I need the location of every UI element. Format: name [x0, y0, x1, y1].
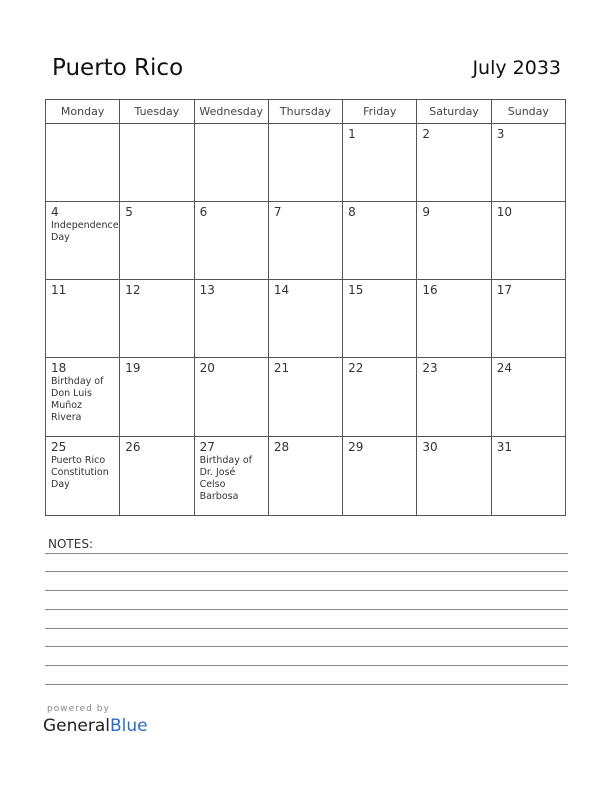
day-cell [268, 437, 342, 516]
day-number: 2 [422, 127, 431, 141]
day-cell [343, 358, 417, 437]
day-cell [120, 358, 194, 437]
holiday-label: Independence Day [51, 220, 119, 243]
holiday-label: Birthday of Dr. José Celso Barbosa [199, 455, 253, 502]
day-cell [46, 202, 120, 280]
day-cell [491, 202, 565, 280]
week-row [46, 280, 566, 358]
week-row [46, 437, 566, 516]
day-number: 10 [496, 205, 512, 219]
day-number: 8 [348, 205, 356, 219]
day-cell [491, 358, 565, 437]
holiday-label: Puerto Rico Constitution Day [51, 455, 109, 490]
powered-by-text: powered by [47, 704, 110, 714]
weekday-friday: Friday [343, 100, 417, 124]
day-number: 7 [273, 205, 282, 219]
day-number: 12 [125, 283, 141, 297]
notes-line [45, 684, 568, 685]
day-number: 30 [422, 440, 438, 454]
notes-line [45, 553, 568, 554]
day-number: 29 [348, 440, 364, 454]
day-number: 4 [51, 205, 59, 219]
day-cell [268, 202, 342, 280]
weekday-monday: Monday [46, 100, 120, 124]
day-number: 15 [348, 283, 364, 297]
weekday-sunday: Sunday [491, 100, 565, 124]
day-cell [120, 280, 194, 358]
generalblue-logo [43, 716, 148, 736]
day-cell [417, 202, 491, 280]
day-cell [491, 124, 565, 202]
day-number: 27 [199, 440, 215, 454]
day-number: 24 [496, 361, 512, 375]
day-cell [194, 124, 268, 202]
calendar-country-title: Puerto Rico [52, 55, 184, 81]
day-number: 19 [125, 361, 141, 375]
day-cell [343, 280, 417, 358]
notes-line [45, 665, 568, 666]
day-cell [46, 358, 120, 437]
day-cell [268, 280, 342, 358]
day-cell [268, 358, 342, 437]
day-number: 20 [199, 361, 215, 375]
day-cell [343, 202, 417, 280]
notes-line [45, 646, 568, 647]
week-row [46, 358, 566, 437]
day-number: 1 [348, 127, 356, 141]
weekday-header-row [46, 100, 566, 124]
weekday-wednesday: Wednesday [194, 100, 268, 124]
day-number: 13 [199, 283, 215, 297]
day-number: 28 [273, 440, 290, 454]
notes-label: NOTES: [48, 537, 93, 551]
day-cell [417, 437, 491, 516]
day-number: 16 [422, 283, 438, 297]
weekday-thursday: Thursday [268, 100, 342, 124]
day-number: 21 [273, 361, 290, 375]
day-cell [194, 358, 268, 437]
day-cell [120, 124, 194, 202]
day-cell [194, 437, 268, 516]
day-cell [343, 124, 417, 202]
day-number: 22 [348, 361, 364, 375]
day-cell [343, 437, 417, 516]
day-cell [194, 280, 268, 358]
week-row [46, 124, 566, 202]
day-number: 9 [422, 205, 431, 219]
day-number: 3 [496, 127, 505, 141]
notes-line [45, 590, 568, 591]
day-number: 23 [422, 361, 438, 375]
day-number: 17 [496, 283, 512, 297]
holiday-label: Birthday of Don Luis Muñoz Rivera [51, 376, 104, 423]
day-cell [417, 280, 491, 358]
day-number: 25 [51, 440, 67, 454]
notes-line [45, 571, 568, 572]
day-cell [491, 280, 565, 358]
day-cell [417, 358, 491, 437]
weekday-tuesday: Tuesday [120, 100, 194, 124]
brand-blue: Blue [110, 716, 148, 736]
day-number: 5 [125, 205, 133, 219]
day-number: 18 [51, 361, 67, 375]
day-number: 26 [125, 440, 141, 454]
calendar-grid [45, 99, 566, 516]
day-cell [46, 280, 120, 358]
day-cell [46, 124, 120, 202]
day-cell [120, 437, 194, 516]
day-number: 6 [199, 205, 208, 219]
day-cell [120, 202, 194, 280]
calendar-month-year: July 2033 [472, 57, 561, 79]
day-cell [268, 124, 342, 202]
weekday-saturday: Saturday [417, 100, 491, 124]
notes-line [45, 609, 568, 610]
week-row [46, 202, 566, 280]
day-cell [194, 202, 268, 280]
day-cell [46, 437, 120, 516]
day-cell [491, 437, 565, 516]
notes-line [45, 628, 568, 629]
day-number: 11 [51, 283, 67, 297]
day-number: 31 [496, 440, 512, 454]
day-cell [417, 124, 491, 202]
brand-general: General [43, 716, 110, 736]
day-number: 14 [273, 283, 290, 297]
